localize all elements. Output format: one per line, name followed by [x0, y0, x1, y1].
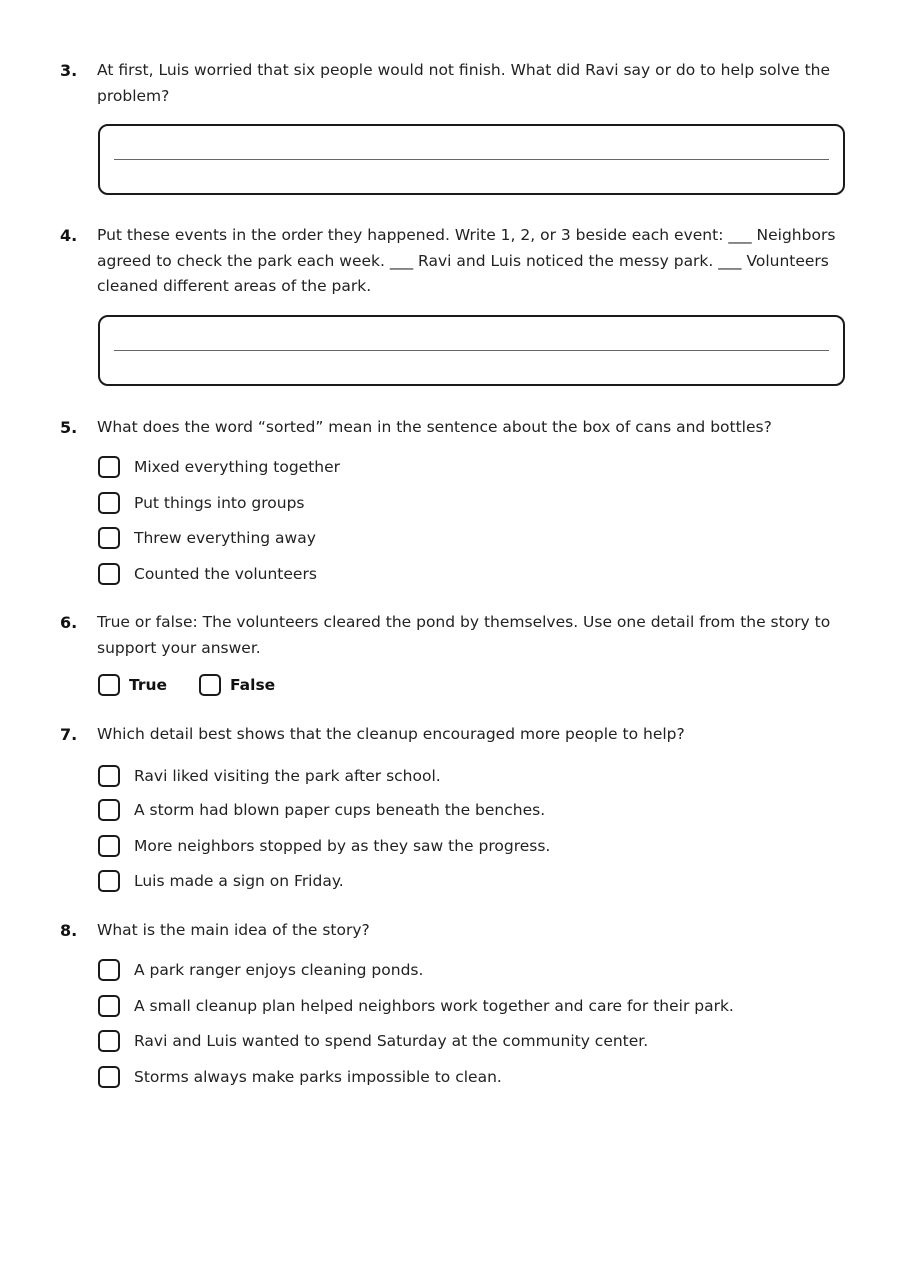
question-text: Which detail best shows that the cleanup encouraged more people to help? [97, 725, 685, 743]
option-label: Threw everything away [134, 529, 316, 547]
q5-option-2[interactable] [98, 490, 305, 516]
option-label: Mixed everything together [134, 458, 341, 476]
option-label: Ravi and Luis wanted to spend Saturday at the community center. [134, 1032, 649, 1050]
q8-option-4[interactable] [98, 1064, 502, 1090]
q6-false-option[interactable] [199, 672, 275, 698]
question-text: Put these events in the order they happened. Write 1, 2, or 3 beside each event: ___ Neighbors agreed to check the park each week. ___ Ravi and Luis noticed the messy park. ___ Volunteers cleaned different areas of the park. [97, 226, 836, 295]
true-label: True [129, 676, 168, 694]
q8-option-1[interactable] [98, 957, 423, 983]
option-label: More neighbors stopped by as they saw the progress. [134, 837, 551, 855]
question-3 [60, 58, 850, 109]
question-number: 3. [60, 61, 78, 80]
option-label: A small cleanup plan helped neighbors work together and care for their park. [134, 997, 734, 1015]
q5-option-3[interactable] [98, 525, 316, 551]
q6-true-option[interactable] [98, 672, 167, 698]
question-number: 6. [60, 613, 78, 632]
question-number: 7. [60, 725, 78, 744]
checkbox[interactable] [98, 959, 120, 981]
checkbox[interactable] [98, 456, 120, 478]
question-text: What does the word “sorted” mean in the sentence about the box of cans and bottles? [97, 418, 772, 436]
answer-line [114, 350, 829, 351]
question-text: What is the main idea of the story? [97, 921, 370, 939]
checkbox[interactable] [98, 799, 120, 821]
checkbox[interactable] [98, 870, 120, 892]
option-label: Luis made a sign on Friday. [134, 872, 344, 890]
q5-option-4[interactable] [98, 561, 317, 587]
checkbox[interactable] [98, 1030, 120, 1052]
question-7 [60, 722, 850, 748]
checkbox[interactable] [98, 765, 120, 787]
question-text: True or false: The volunteers cleared the pond by themselves. Use one detail from the story to support your answer. [97, 613, 831, 657]
answer-box-q4[interactable] [98, 315, 845, 386]
option-label: A storm had blown paper cups beneath the benches. [134, 801, 546, 819]
answer-line [114, 159, 829, 160]
checkbox[interactable] [98, 835, 120, 857]
question-text: At first, Luis worried that six people would not finish. What did Ravi say or do to help solve the problem? [97, 61, 831, 105]
question-number: 5. [60, 418, 78, 437]
answer-box-q3[interactable] [98, 124, 845, 195]
option-label: Counted the volunteers [134, 565, 317, 583]
q7-option-4[interactable] [98, 868, 344, 894]
checkbox[interactable] [98, 1066, 120, 1088]
false-label: False [230, 676, 276, 694]
q7-option-2[interactable] [98, 797, 545, 823]
question-number: 8. [60, 921, 78, 940]
option-label: Put things into groups [134, 494, 305, 512]
checkbox[interactable] [98, 563, 120, 585]
checkbox[interactable] [98, 995, 120, 1017]
checkbox[interactable] [199, 674, 221, 696]
option-label: Storms always make parks impossible to clean. [134, 1068, 502, 1086]
q5-option-1[interactable] [98, 454, 340, 480]
checkbox[interactable] [98, 674, 120, 696]
question-6 [60, 610, 850, 661]
question-8 [60, 918, 850, 944]
q8-option-2[interactable] [98, 993, 734, 1019]
q7-option-3[interactable] [98, 833, 550, 859]
q7-option-1[interactable] [98, 763, 441, 789]
option-label: A park ranger enjoys cleaning ponds. [134, 961, 424, 979]
checkbox[interactable] [98, 527, 120, 549]
question-number: 4. [60, 226, 78, 245]
checkbox[interactable] [98, 492, 120, 514]
q8-option-3[interactable] [98, 1028, 648, 1054]
question-5 [60, 415, 850, 441]
option-label: Ravi liked visiting the park after school. [134, 767, 441, 785]
question-4 [60, 223, 850, 300]
